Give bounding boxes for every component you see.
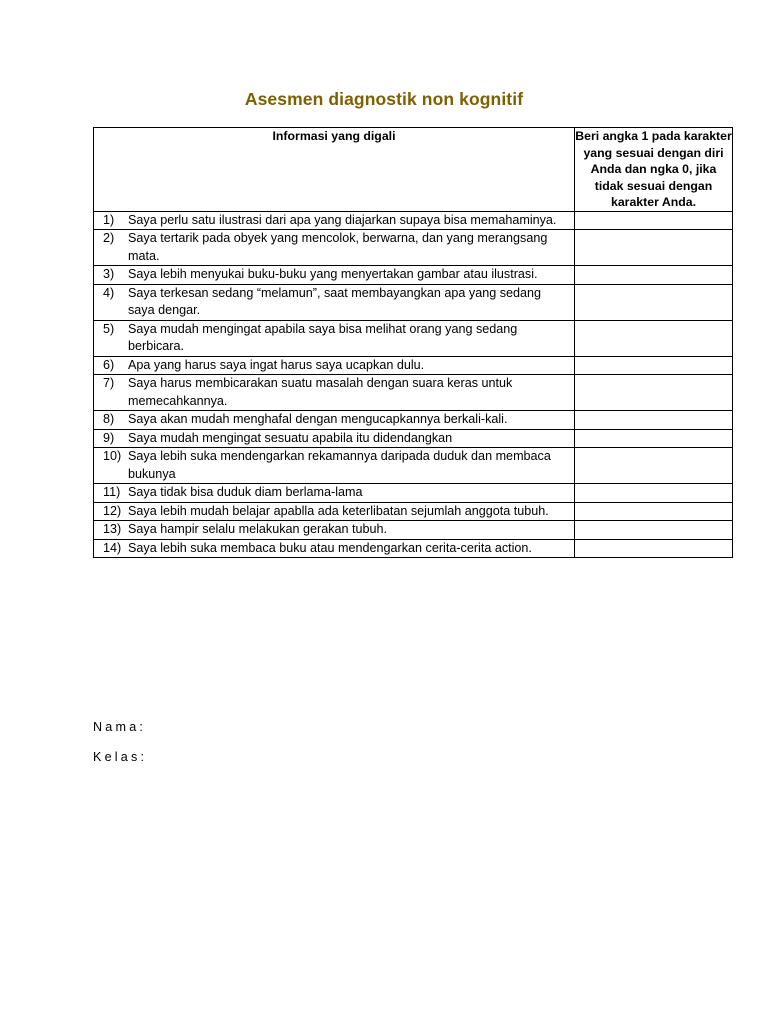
statement-number: 10) xyxy=(103,449,122,463)
score-cell[interactable] xyxy=(575,356,733,375)
statement-item xyxy=(94,230,574,265)
table-row xyxy=(94,284,733,320)
statement-cell xyxy=(94,411,575,430)
header-score: Beri angka 1 pada karakter yang sesuai dengan diri Anda dan ngka 0, jika tidak sesuai dengan karakter Anda. xyxy=(575,129,732,209)
score-cell[interactable] xyxy=(575,266,733,285)
statement-item xyxy=(94,430,574,448)
statement-number: 1) xyxy=(103,212,115,227)
statement-number: 12) xyxy=(103,503,122,518)
statement-number: 8) xyxy=(103,412,115,426)
table-row xyxy=(94,429,733,448)
statement-text: Saya lebih menyukai buku-buku yang menyertakan gambar atau ilustrasi. xyxy=(128,267,538,281)
document-title: Asesmen diagnostik non kognitif xyxy=(244,89,524,109)
statement-item xyxy=(94,448,574,483)
nama-label: Nama: xyxy=(93,720,147,734)
statement-item xyxy=(94,484,574,502)
statement-item xyxy=(94,357,574,375)
table-row xyxy=(94,502,733,521)
table-row xyxy=(94,211,733,230)
statement-text: Apa yang harus saya ingat harus saya ucapkan dulu. xyxy=(128,357,425,372)
statement-number: 14) xyxy=(103,540,122,555)
statement-item xyxy=(94,212,574,230)
table-row xyxy=(94,356,733,375)
statement-cell xyxy=(94,448,575,484)
score-cell[interactable] xyxy=(575,411,733,430)
statement-text: Saya hampir selalu melakukan gerakan tubuh. xyxy=(128,522,388,536)
table-row xyxy=(94,539,733,558)
statement-number: 9) xyxy=(103,430,115,445)
statement-text: Saya tertarik pada obyek yang mencolok, berwarna, dan yang merangsang mata. xyxy=(128,231,548,263)
statement-text: Saya harus membicarakan suatu masalah dengan suara keras untuk memecahkannya. xyxy=(128,376,513,408)
score-cell[interactable] xyxy=(575,429,733,448)
statement-number: 4) xyxy=(103,285,115,300)
score-cell[interactable] xyxy=(575,211,733,230)
statement-item xyxy=(94,540,574,558)
statement-cell xyxy=(94,521,575,540)
statement-text: Saya lebih suka membaca buku atau mendengarkan cerita-cerita action. xyxy=(128,540,532,555)
table-row xyxy=(94,320,733,356)
score-cell[interactable] xyxy=(575,375,733,411)
score-cell[interactable] xyxy=(575,448,733,484)
statement-text: Saya lebih suka mendengarkan rekamannya daripada duduk dan membaca bukunya xyxy=(128,449,551,481)
header-info: Informasi yang digali xyxy=(94,128,575,212)
statement-text: Saya akan mudah menghafal dengan mengucapkannya berkali-kali. xyxy=(128,412,508,426)
score-cell[interactable] xyxy=(575,230,733,266)
table-row xyxy=(94,484,733,503)
statement-item xyxy=(94,266,574,284)
table-row xyxy=(94,448,733,484)
table-row xyxy=(94,230,733,266)
statement-cell xyxy=(94,230,575,266)
statement-text: Saya lebih mudah belajar apablla ada keterlibatan sejumlah anggota tubuh. xyxy=(128,503,549,518)
statement-item xyxy=(94,411,574,429)
score-cell[interactable] xyxy=(575,521,733,540)
statement-number: 2) xyxy=(103,231,115,245)
statement-text: Saya terkesan sedang “melamun”, saat membayangkan apa yang sedang saya dengar. xyxy=(128,285,542,317)
statement-item xyxy=(94,285,574,320)
statement-cell xyxy=(94,320,575,356)
statement-number: 7) xyxy=(103,376,115,390)
statement-text: Saya mudah mengingat sesuatu apabila itu didendangkan xyxy=(128,430,453,445)
statement-cell xyxy=(94,502,575,521)
score-cell[interactable] xyxy=(575,284,733,320)
statement-cell xyxy=(94,211,575,230)
statement-text: Saya perlu satu ilustrasi dari apa yang diajarkan supaya bisa memahaminya. xyxy=(128,212,557,227)
statement-number: 13) xyxy=(103,522,122,536)
assessment-table xyxy=(93,127,733,558)
table-row xyxy=(94,521,733,540)
table-row xyxy=(94,266,733,285)
statement-number: 6) xyxy=(103,357,115,372)
statement-item xyxy=(94,321,574,356)
statement-item xyxy=(94,375,574,410)
kelas-label: Kelas: xyxy=(93,750,148,764)
score-cell[interactable] xyxy=(575,502,733,521)
table-row xyxy=(94,411,733,430)
statement-text: Saya tidak bisa duduk diam berlama-lama xyxy=(128,485,363,499)
statement-text: Saya mudah mengingat apabila saya bisa melihat orang yang sedang berbicara. xyxy=(128,321,518,353)
statement-item xyxy=(94,521,574,539)
statement-cell xyxy=(94,375,575,411)
statement-cell xyxy=(94,284,575,320)
statement-cell xyxy=(94,356,575,375)
table-row xyxy=(94,375,733,411)
score-cell[interactable] xyxy=(575,539,733,558)
statement-cell xyxy=(94,484,575,503)
table-body xyxy=(94,211,733,558)
statement-number: 11) xyxy=(103,485,121,499)
statement-item xyxy=(94,503,574,521)
statement-cell xyxy=(94,429,575,448)
statement-number: 5) xyxy=(103,321,115,336)
statement-cell xyxy=(94,539,575,558)
score-cell[interactable] xyxy=(575,484,733,503)
statement-cell xyxy=(94,266,575,285)
table-header-row xyxy=(94,128,733,212)
statement-number: 3) xyxy=(103,267,115,281)
score-cell[interactable] xyxy=(575,320,733,356)
